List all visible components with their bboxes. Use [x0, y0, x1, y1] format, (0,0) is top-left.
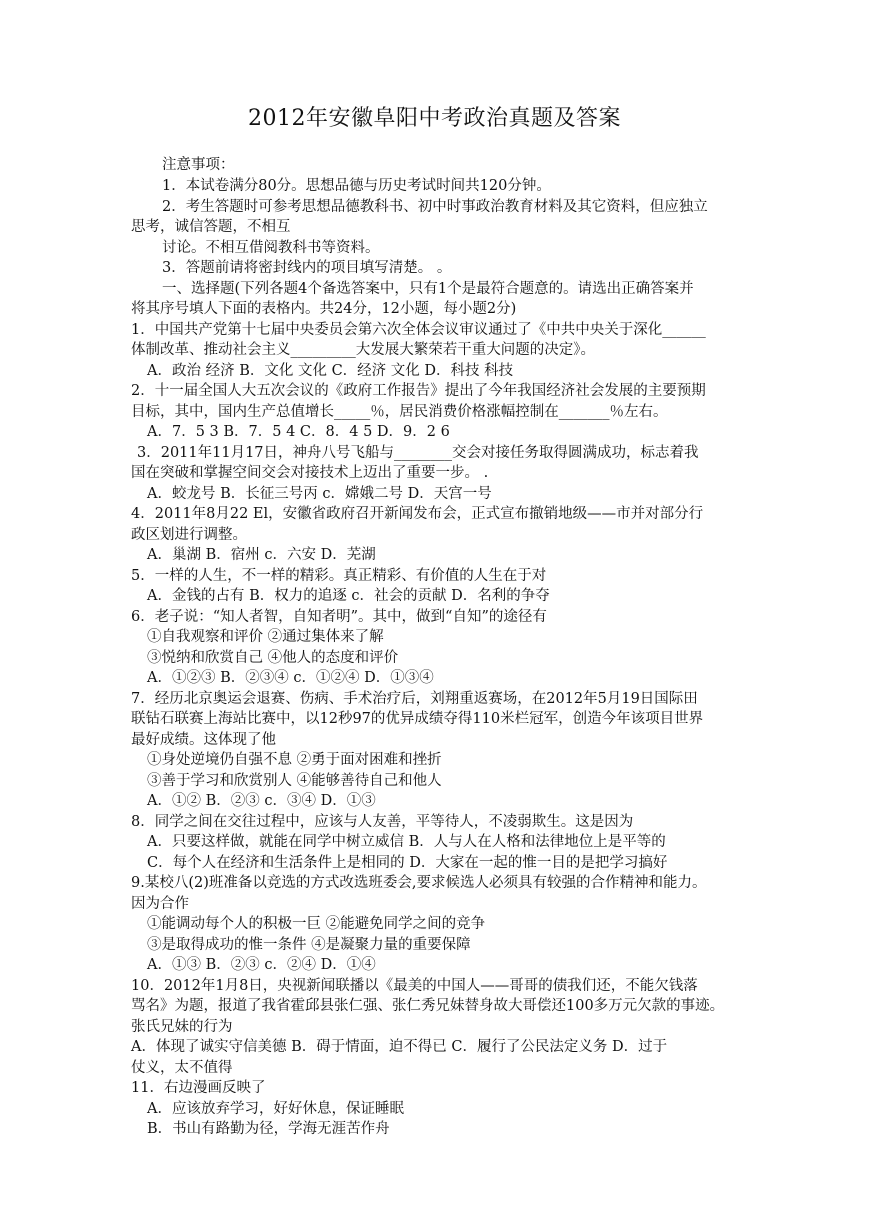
- question-11-option-b: B．书山有路勤为径，学海无涯苦作舟: [147, 1121, 390, 1137]
- question-2: 2．十一届全国人大五次会议的《政府工作报告》提出了今年我国经济社会发展的主要预期: [131, 383, 706, 399]
- question-6-statements: ③悦纳和欣赏自己 ④他人的态度和评价: [147, 650, 399, 666]
- question-10: 10．2012年1月8日，央视新闻联播以《最美的中国人——哥哥的债我们还，不能欠钱落: [131, 978, 698, 994]
- question-7-cont: 联钻石联赛上海站比赛中，以12秒97的优异成绩夺得110米栏冠军，创造今年该项目世界: [131, 711, 704, 727]
- question-11: 11．右边漫画反映了: [131, 1080, 266, 1096]
- question-9-cont: 因为合作: [131, 896, 189, 912]
- question-8-options: C．每个人在经济和生活条件上是相同的 D．大家在一起的惟一目的是把学习搞好: [147, 855, 668, 871]
- question-4: 4．2011年8月22 El，安徽省政府召开新闻发布会，正式宣布撤销地级——市并对部分行: [131, 506, 704, 522]
- question-3-options: A．蛟龙号 B．长征三号丙 c．嫦娥二号 D．天宫一号: [147, 486, 492, 502]
- question-9-statements: ③是取得成功的惟一条件 ④是凝聚力量的重要保障: [147, 937, 471, 953]
- question-7-statements: ③善于学习和欣赏别人 ④能够善待自己和他人: [147, 773, 442, 789]
- question-6-options: A．①②③ B．②③④ c．①②④ D．①③④: [147, 670, 434, 686]
- question-10-cont: 张氏兄妹的行为: [131, 1019, 233, 1035]
- question-9-statements: ①能调动每个人的积极一巨 ②能避免同学之间的竞争: [147, 916, 486, 932]
- question-3-cont: 国在突破和掌握空间交会对接技术上迈出了重要一步。 .: [131, 465, 489, 481]
- notice-heading: 注意事项：: [162, 157, 235, 173]
- question-9: 9.某校八(2)班准备以竞选的方式改选班委会,要求候选人必须具有较强的合作精神和能力。: [131, 875, 707, 891]
- notice-item: 2．考生答题时可参考思想品德教科书、初中时事政治教育材料及其它资料，但应独立: [162, 199, 708, 215]
- question-8-options: A．只要这样做，就能在同学中树立威信 B．人与人在人格和法律地位上是平等的: [147, 834, 666, 850]
- question-7: 7．经历北京奥运会退赛、伤病、手术治疗后，刘翔重返赛场，在2012年5月19日国际田: [131, 691, 698, 707]
- question-1-options: A．政治 经济 B．文化 文化 C．经济 文化 D．科技 科技: [147, 363, 514, 379]
- question-2-options: A．7．5 3 B．7．5 4 C．8．4 5 D．9．2 6: [147, 424, 450, 440]
- page-title: 2012年安徽阜阳中考政治真题及答案: [248, 106, 621, 131]
- question-1-cont: 体制改革、推动社会主义_________大发展大繁荣若干重大问题的决定》。: [131, 342, 595, 358]
- question-1: 1．中国共产党第十七届中央委员会第六次全体会议审议通过了《中共中央关于深化______: [131, 322, 706, 338]
- question-6: 6．老子说：“知人者智，自知者明”。其中，做到“自知”的途径有: [131, 609, 547, 625]
- question-10-options-cont: 仗义，太不值得: [131, 1060, 233, 1076]
- notice-item-cont: 思考，诚信答题，不相互: [131, 219, 291, 235]
- section-heading-cont: 将其序号填人下面的表格内。共24分，12小题，每小题2分): [131, 301, 517, 317]
- question-10-cont: 骂名》为题，报道了我省霍邱县张仁强、张仁秀兄妹替身故大哥偿还100多万元欠款的事迹。: [131, 998, 725, 1014]
- notice-item: 3．答题前请将密封线内的项目填写清楚。 。: [162, 260, 452, 276]
- question-7-options: A．①② B．②③ c．③④ D．①③: [147, 793, 376, 809]
- notice-item-cont: 讨论。不相互借阅教科书等资料。: [162, 240, 380, 256]
- question-11-option-a: A．应该放弃学习，好好休息，保证睡眠: [147, 1101, 404, 1117]
- question-7-cont: 最好成绩。这体现了他: [131, 732, 276, 748]
- question-8: 8．同学之间在交往过程中，应该与人友善，平等待人，不凌弱欺生。这是因为: [131, 814, 634, 830]
- notice-item: 1．本试卷满分80分。思想品德与历史考试时间共120分钟。: [162, 178, 551, 194]
- question-4-options: A．巢湖 B．宿州 c．六安 D．芜湖: [147, 547, 376, 563]
- question-7-statements: ①身处逆境仍自强不息 ②勇于面对困难和挫折: [147, 752, 442, 768]
- question-5-options: A．金钱的占有 B．权力的追逐 c．社会的贡献 D．名利的争夺: [147, 588, 550, 604]
- question-9-options: A．①③ B．②③ c．②④ D．①④: [147, 957, 376, 973]
- question-3: 3．2011年11月17日，神舟八号飞船与________交会对接任务取得圆满成功，标志着我: [137, 445, 699, 461]
- question-6-statements: ①自我观察和评价 ②通过集体来了解: [147, 629, 384, 645]
- question-5: 5．一样的人生，不一样的精彩。真正精彩、有价值的人生在于对: [131, 568, 547, 584]
- question-2-cont: 目标，其中，国内生产总值增长_____％，居民消费价格涨幅控制在_______％左右。: [131, 404, 668, 420]
- question-10-options: A．体现了诚实守信美德 B．碍于情面，迫不得已 C．履行了公民法定义务 D．过于: [131, 1039, 668, 1055]
- section-heading: 一、选择题(下列各题4个备选答案中，只有1个是最符合题意的。请选出正确答案并: [162, 281, 694, 297]
- question-4-cont: 政区划进行调整。: [131, 527, 247, 543]
